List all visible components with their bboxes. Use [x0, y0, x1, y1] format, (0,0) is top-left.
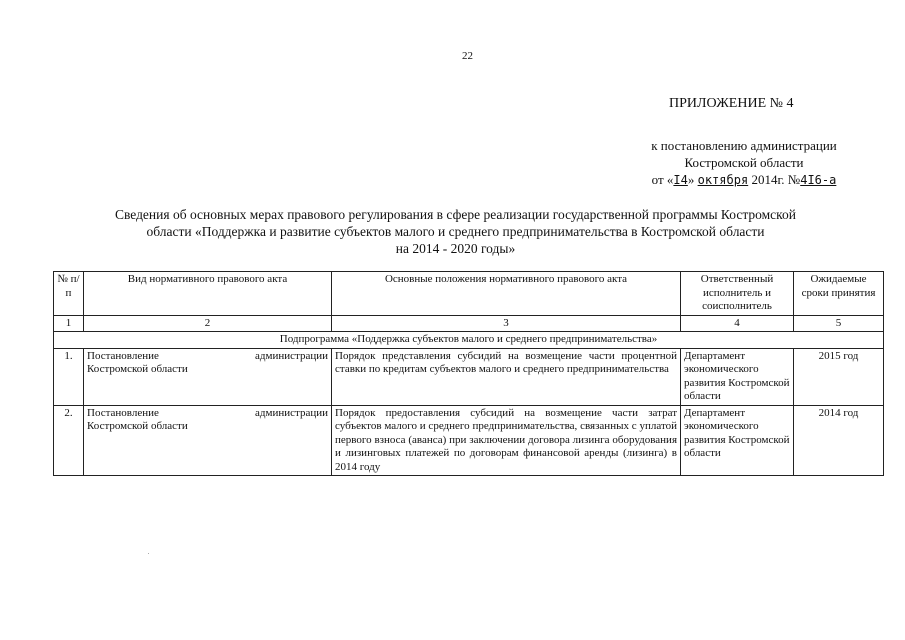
column-number: 5 [794, 315, 884, 332]
act-type-word2: администрации [255, 349, 328, 362]
row-provisions: Порядок предоставления субсидий на возмещение части затрат субъектов малого и среднего предпринимательства, связанных с уплатой первого взноса (аванса) при заключении договора лизинга оборудования и лизинговых платежей по договорам финансовой аренды (лизинга) в 2014 году [332, 405, 681, 476]
doc-number: 4I6-а [800, 173, 837, 187]
row-provisions: Порядок представления субсидий на возмещение части процентной ставки по кредитам субъектов малого и среднего предпринимательства [332, 348, 681, 405]
document-title [88, 206, 823, 257]
act-type-word1: Постановление [87, 349, 159, 362]
header-executor: Ответственный исполнитель и соисполнитель [681, 272, 794, 316]
date-mid: » [687, 172, 695, 187]
act-type-line2: Костромской области [87, 363, 188, 375]
row-date: 2015 год [794, 348, 884, 405]
act-type-line2: Костромской области [87, 420, 188, 432]
column-number: 1 [54, 315, 84, 332]
measures-table [53, 271, 884, 476]
header-provisions: Основные положения нормативного правового акта [332, 272, 681, 316]
column-number-row [54, 315, 884, 332]
column-number: 3 [332, 315, 681, 332]
act-type-word1: Постановление [87, 406, 159, 419]
act-type-word2: администрации [255, 406, 328, 419]
appendix-ref-line1: к постановлению администрации [651, 138, 837, 153]
table-row [54, 405, 884, 476]
date-day: I4 [673, 173, 688, 187]
table-row [54, 348, 884, 405]
scan-speck [148, 553, 149, 554]
appendix-date-line [630, 171, 858, 189]
column-number: 4 [681, 315, 794, 332]
header-dates: Ожидаемые сроки принятия [794, 272, 884, 316]
date-prefix: от « [651, 172, 674, 187]
row-executor: Департамент экономического развития Костромской области [681, 348, 794, 405]
subprogram-row [54, 332, 884, 349]
row-executor: Департамент экономического развития Костромской области [681, 405, 794, 476]
page-number: 22 [462, 50, 473, 62]
row-act-type [84, 405, 332, 476]
document-title-line1: Сведения об основных мерах правового регулирования в сфере реализации государственной программы Костромской [114, 207, 797, 222]
row-number: 1. [54, 348, 84, 405]
row-act-type [84, 348, 332, 405]
column-number: 2 [84, 315, 332, 332]
row-date: 2014 год [794, 405, 884, 476]
appendix-ref-line2: Костромской области [684, 155, 804, 170]
date-month: октября [697, 173, 749, 187]
appendix-reference [630, 137, 858, 189]
appendix-title: ПРИЛОЖЕНИЕ № 4 [669, 96, 794, 111]
subprogram-title: Подпрограмма «Поддержка субъектов малого и среднего предпринимательства» [54, 332, 884, 349]
row-number: 2. [54, 405, 84, 476]
header-num: № п/п [54, 272, 84, 316]
header-act-type: Вид нормативного правового акта [84, 272, 332, 316]
document-title-line3: на 2014 - 2020 годы» [395, 241, 516, 256]
table-header-row [54, 272, 884, 316]
document-title-line2: области «Поддержка и развитие субъектов малого и среднего предпринимательства в Костромской области [146, 224, 765, 239]
date-year: 2014г. № [751, 172, 801, 187]
